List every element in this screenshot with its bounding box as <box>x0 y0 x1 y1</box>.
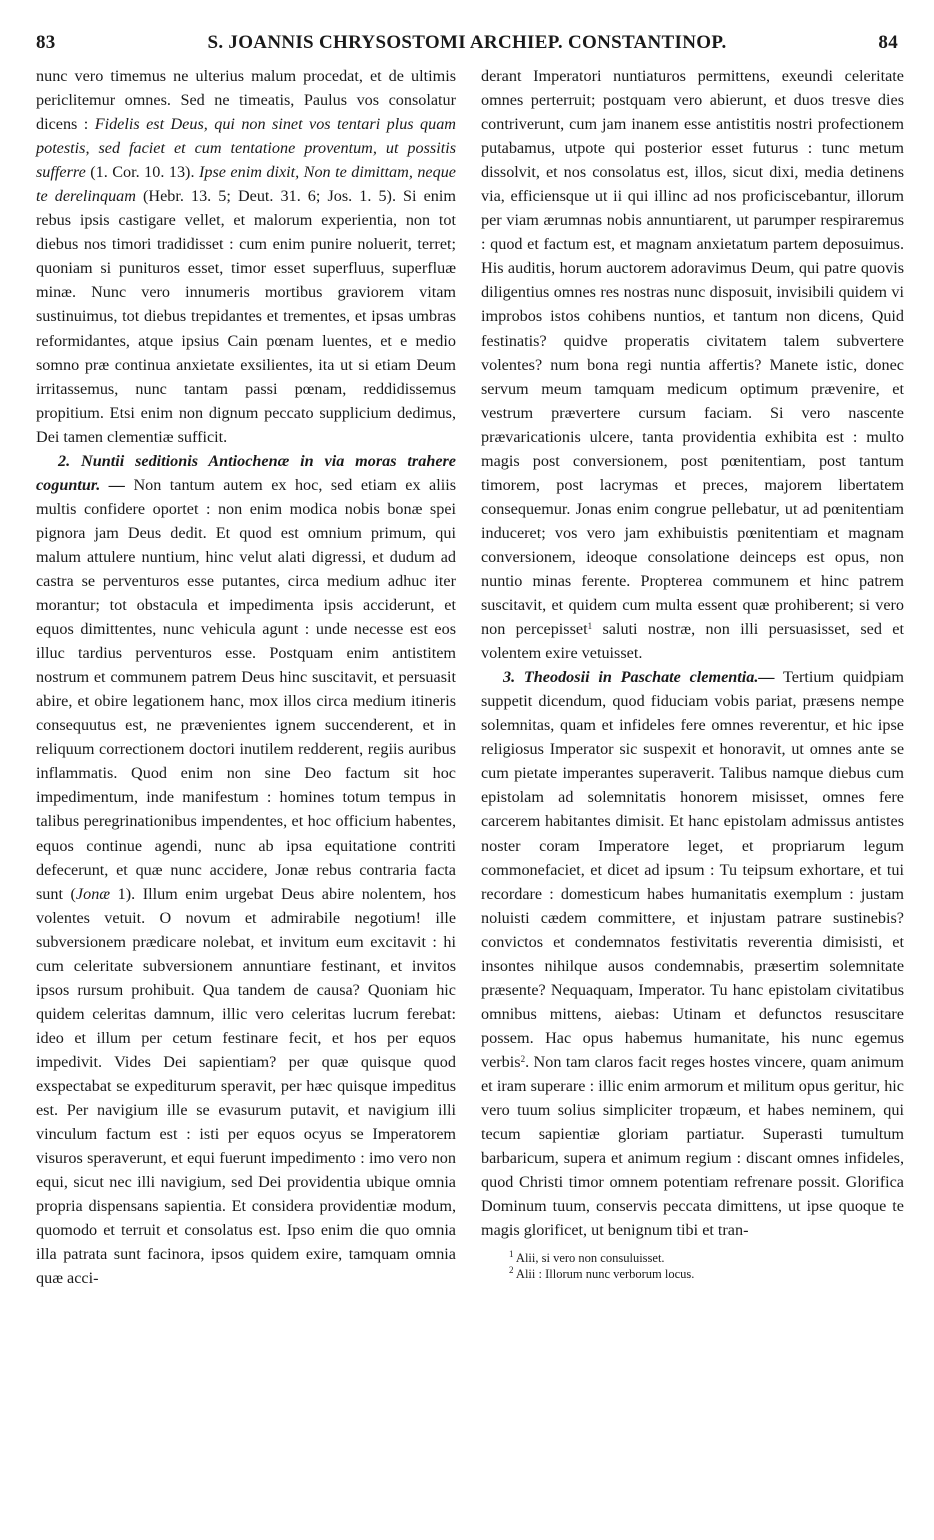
footnotes <box>509 1250 904 1282</box>
footnote-text: Alii : Illorum nunc verborum locus. <box>513 1267 695 1282</box>
text-run: derant Imperatori nuntiaturos permittens, exeundi celeritate omnes perterruit; postquam vero abierunt, et duos tresve dies contriverunt, cum jam inanem esse antistitis nostri profectionem putabamus, utpote qui posterior esset futurus : tunc metum dissolvit, et nos consolatus est, illos, sicut dixi, media detinens via, efficiensque ut ii qui illinc ad nos proficiscebantur, illorum per viam ærumnas nobis annuntiarent, ut parumper respiraremus : quod et factum est, et magnam anxietatum partem deposuimus. His auditis, horum auctorem adoravimus Deum, qui patre quovis diligentius omnes res nostras nunc disposuit, invisibili quidem vi improbos istos cohibens nuntios, et tantum non dicens, Quid festinatis? quidve properatis civitatem talem subvertere volentes? num bona regi nuntia affertis? Manete istic, donec servum meum tamquam medicum optimum prævenire, et vestrum prævertere cursum faciam. Si vero nascente prævaricationis ulcere, tanta providentia exhibita est : multo magis post conversionem, post pœnitentiam, post tantum timorem, post lacrymas et preces, majorem libertatem consequemur. Jonas enim congrue pellebatur, ut ad pœnitentiam induceret; vos vero jam exhibuistis pœnitentiam et magnam conversionem, ideoque consolatione deinceps est opus, non nuntio minas ferente. Propterea communem et hinc patrem suscitavit, et quidem cum multa essent quæ prohiberent; si vero non percepisset <box>481 67 904 639</box>
paragraph-1 <box>36 64 456 449</box>
right-column <box>481 64 904 1282</box>
text-run: 1). Illum enim urgebat Deus abire nolentem, hos volentes vetuit. O novum et admirabile negotium! ille subversionem prædicare nolebat, et invitum eum excitavit : hi cum celeritate subversionem annuntiare festinant, et invitos ipsos rursum prohibuit. Qua tandem de causa? Quoniam hic quidem celeritas damnum, illic vero celeritas lucrum ferebat: ideo et illum per cetum festinare fecit, et hos per equos impedivit. Vides Dei sapientiam? per quæ quisque quod exspectabat se expediturum speravit, per hæc quisque impeditus est. Per navigium ille se evasurum putavit, et navigium illi vinculum factum est : isti per equos ocyus se Imperatorem visuros speraverunt, et equi fuerunt impedimento : imo vero non equi, sicut nec illi navigium, sed Dei providentia ubique omnia propria dispensans sapientia. Et considera providentiæ modum, quomodo et terruit et consolatus est. Ipso enim die quo omnia illa patrata sunt facinora, ipsos quidem exire, tamquam omnia quæ acci- <box>36 884 457 1288</box>
text-run: (1. Cor. 10. 13). <box>85 163 199 182</box>
page-number-left: 83 <box>36 32 56 53</box>
running-title: S. JOANNIS CHRYSOSTOMI ARCHIEP. CONSTANTINOP. <box>207 32 727 53</box>
footnote-text: Alii, si vero non consuluisset. <box>513 1251 665 1266</box>
text-run: Non tantum autem ex hoc, sed etiam ex aliis multis confidere oportet : non enim modica nobis bonæ spei pignora jam Deus dedit. Et quod est omnium primum, qui malum attulere nuntium, hinc velut alati digressi, et dudum ad castra se perventuros esse putantes, circa medium adhuc iter morantur; tot obstacula et impedimenta ipsis acciderunt, et equos dimittentes, nunc vehicula agunt : unde necesse est eos illuc tardius perventuros esse. Postquam enim antistitem nostrum et communem patrem Deus hinc suscitavit, et persuasit abire, et obire legationem hanc, mox illos circa medium itineris consequutus est, ne prævenientes ignem succenderent, et in reliquum correctionem doctori inutilem redderent, regiis auribus inflammatis. Quod enim non sine Deo factum sit hoc impedimentum, inde manifestum : homines totum tempus in talibus peregrinationibus impendentes, et hoc officium habentes, equos continue agendi, nunc ab ipsa equitatione contriti defecerunt, et quæ nunc accidere, Jonæ rebus contraria facta sunt ( <box>36 475 456 903</box>
footnote-ref: 1 <box>587 621 593 632</box>
paragraph-continued <box>481 64 904 665</box>
footnote-1 <box>509 1250 904 1266</box>
section-heading: 2. Nuntii seditionis Antiochenæ in via moras trahere coguntur. — <box>36 451 456 494</box>
paragraph-3 <box>481 665 904 1242</box>
page-number-right: 84 <box>878 32 898 53</box>
text-run: saluti nostræ, non illi persuasisset, sed et volentem exire vetuisset. <box>481 620 904 663</box>
footnote-mark: 1 <box>509 1249 514 1260</box>
paragraph-2 <box>36 449 456 1291</box>
left-column <box>36 64 456 1290</box>
text-run: Tertium quidpiam suppetit dicendum, quod fiduciam vobis pariat, præsens nempe solemnitas, quam et infideles fere omnes reverentur, et hic ipse religiosus Imperator sic suspexit et honoravit, ut omnes ante se cum pietate imperantes superaverit. Talibus namque diebus cum epistolam ad solemnitatis honorem misisset, omnes fere carcerem habitantes dimisit. Et hanc epistolam admissus antistes noster coram Imperatore leget, et propriarum legum commonefaciet, et dicet ad ipsum : Tu teipsum exhortare, et tui recordare : domesticum habes humanitatis exemplum : justam noluisti cædem committere, et injustam patrare sustinebis? convictos et condemnatos festivitatis reverentia dimisisti, et insontes nihilque ausos condemnabis, præsertim solemnitate præsente? Nequaquam, Imperator. Tu hanc epistolam civitatibus omnibus mittens, aiebas: Utinam et defunctos resuscitare possem. Hac opus habemus humanitate, his nunc egemus verbis <box>481 668 904 1071</box>
scripture-ref: Jonæ <box>75 884 111 903</box>
text-run: (Hebr. 13. 5; Deut. 31. 6; Jos. 1. 5). Si enim rebus ipsis castigare vellet, et malorum experientia, non tot diebus nos timori tradidisset : cum enim punire noluerit, terret; quoniam si punituros esset, timor esset superfluus, superfluæ minæ. Nunc vero innumeris mortibus graviorem vitam sustinuimus, tot diebus trepidantes et trementes, et ipsas umbras reformidantes, atque ipsius Cain pœnam luentes, et e medio somno præ continua anxietate exsilientes, ita ut si etiam Deum irritassemus, nunc tantam passi pœnam, reddidissemus propitium. Etsi enim non dignum peccato supplicium dedimus, Dei tamen clementiæ sufficit. <box>36 187 456 446</box>
text-run: . Non tam claros facit reges hostes vincere, quam animum et iram superare : illic enim armorum et militum opus geritur, hic vero tuum solius simpliciter tropæum, et habes neminem, qui tecum sapientiæ gloriam partiatur. Superasti tumultum barbaricum, supera et animum regium : discant omnes infideles, quod Christi timor omnem potentiam refrenare possit. Glorifica Dominum tuum, conservis peccata dimittens, ut ipse quoque te magis glorificet, ut benignum tibi et tran- <box>481 1052 904 1240</box>
footnote-mark: 2 <box>509 1265 514 1276</box>
footnote-2 <box>509 1266 904 1282</box>
running-header <box>36 30 898 60</box>
text-run: nunc vero timemus ne ulterius malum procedat, et de ultimis periclitemur omnes. Sed ne timeatis, Paulus vos consolatur dicens : <box>36 67 456 134</box>
footnote-ref: 2 <box>520 1053 526 1064</box>
section-heading: 3. Theodosii in Paschate clementia.— <box>503 668 775 687</box>
scripture-quote: Ipse enim dixit, Non te dimittam, neque te derelinquam <box>36 163 456 206</box>
scripture-quote: Fidelis est Deus, qui non sinet vos tentari plus quam potestis, sed faciet et cum tentatione proventum, ut possitis sufferre <box>36 115 456 182</box>
